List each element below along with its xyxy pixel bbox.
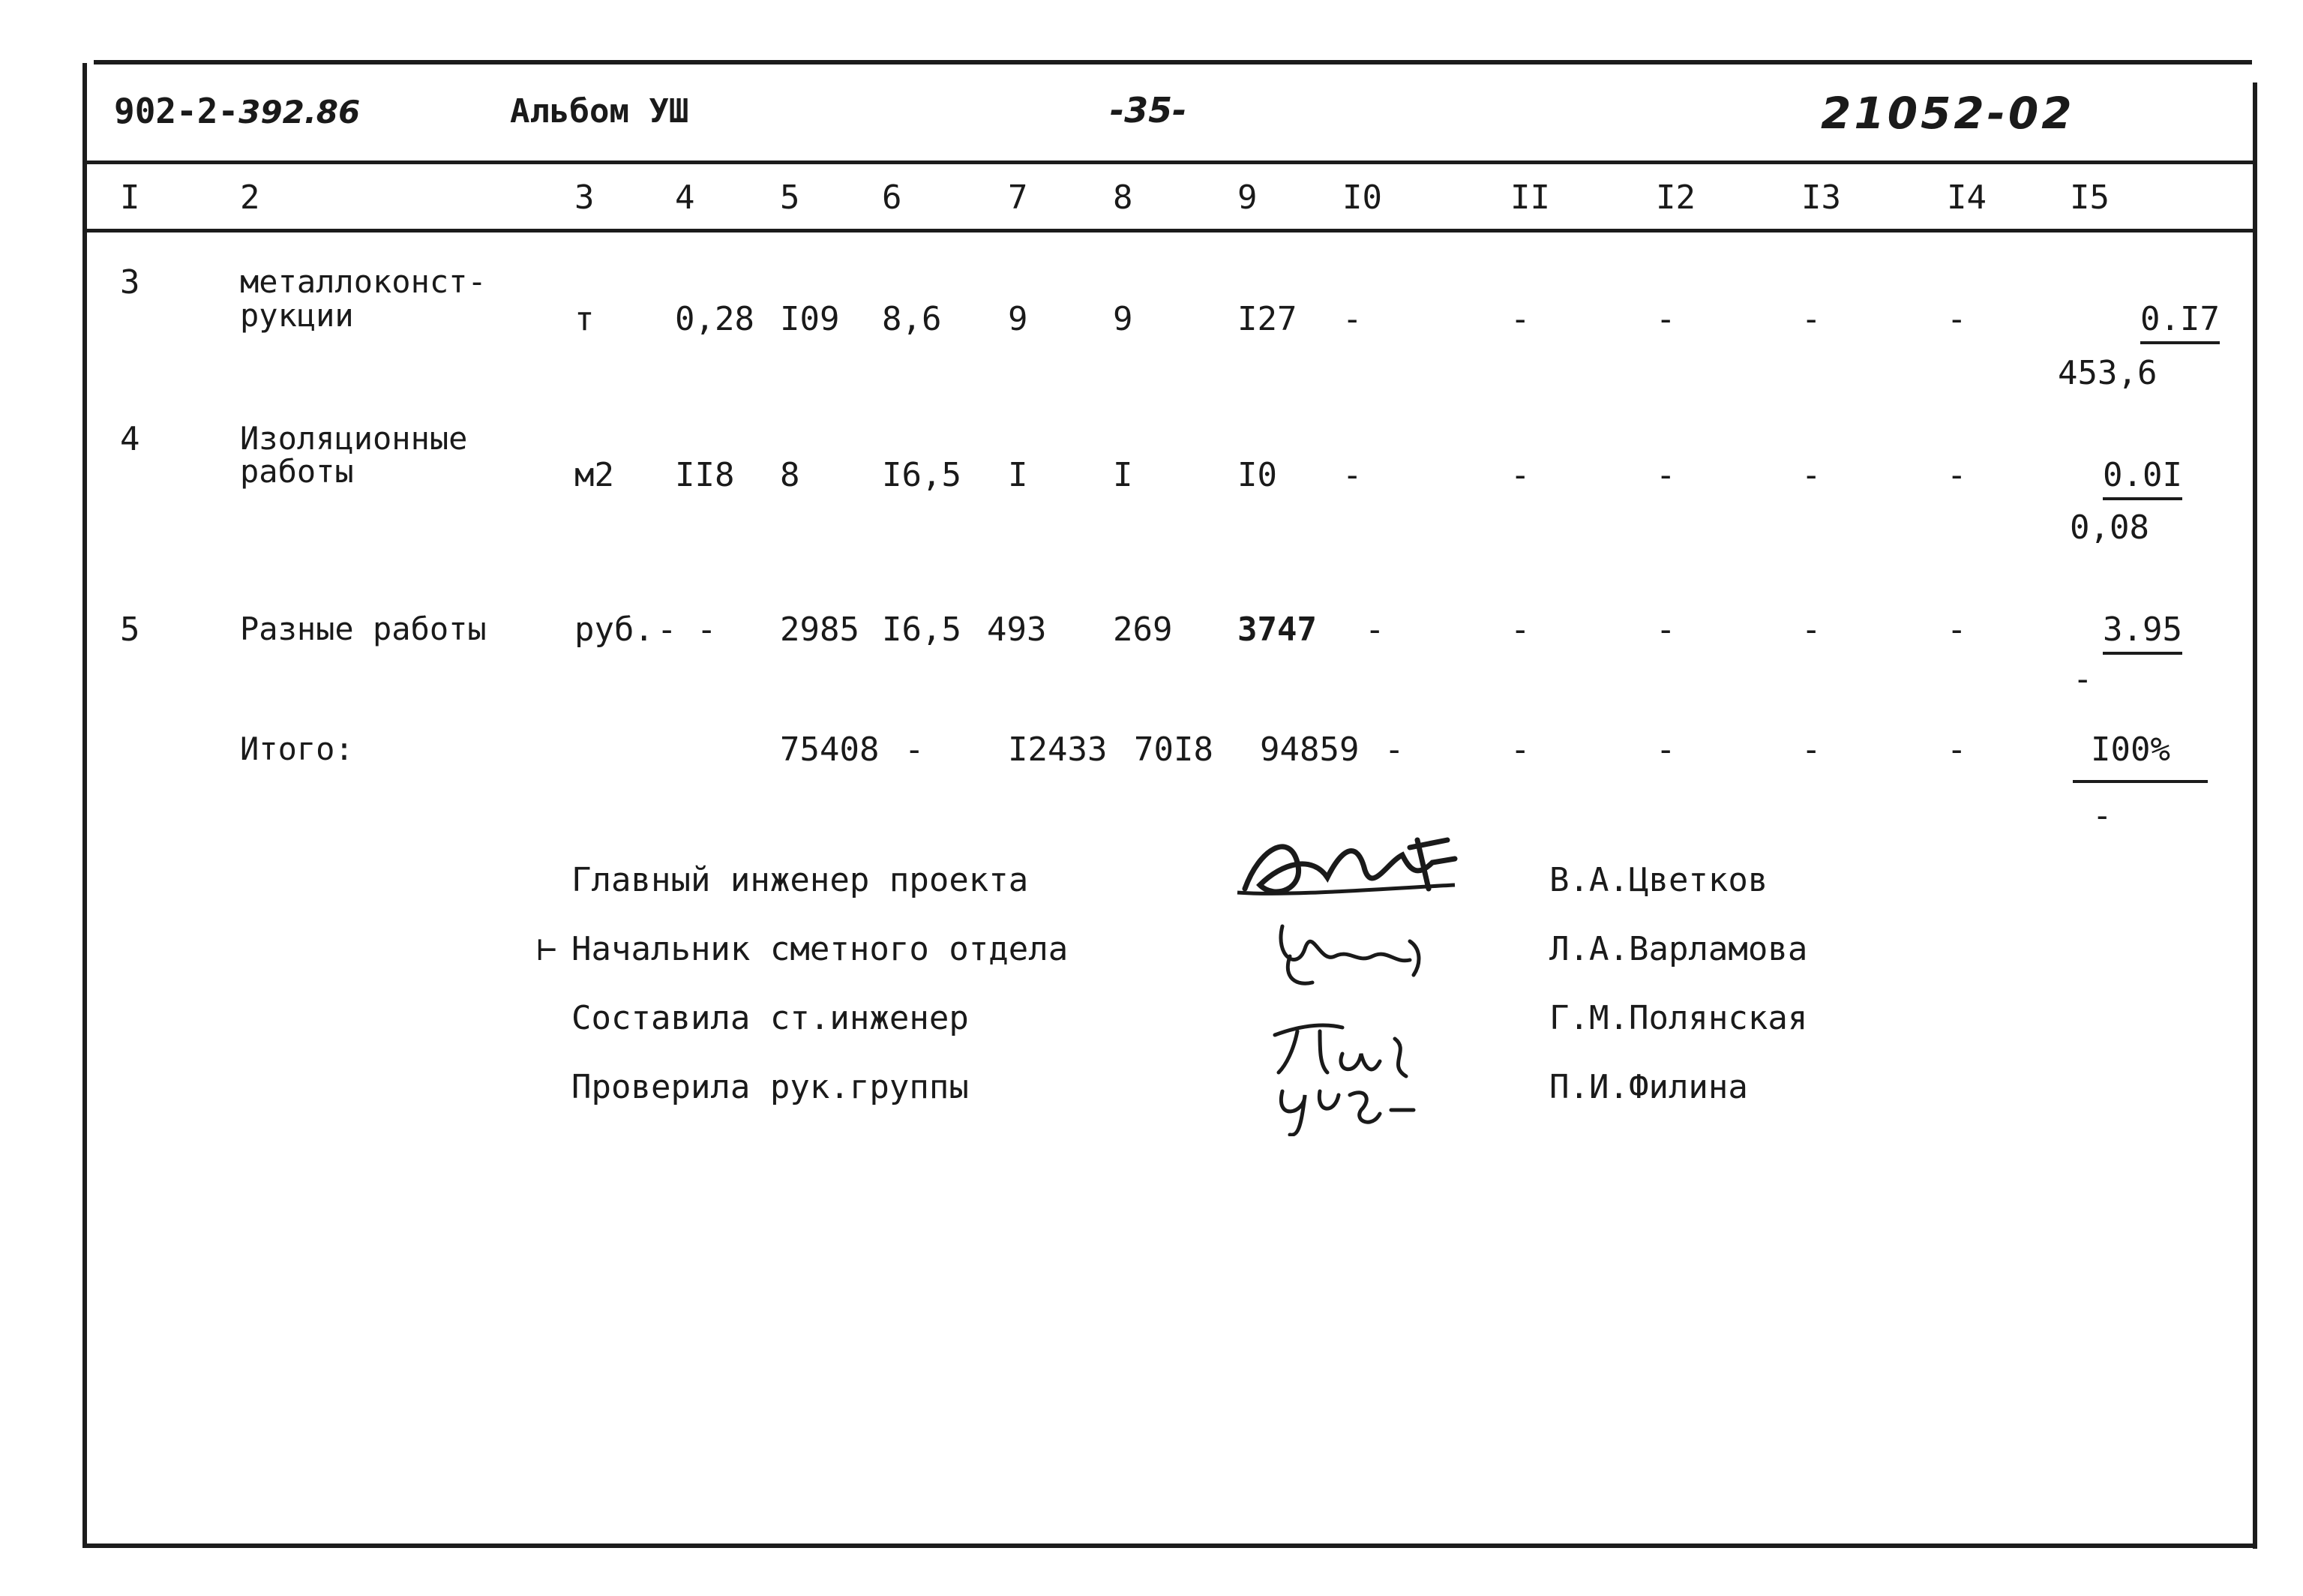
row-col4: II8 xyxy=(675,456,735,494)
col-header-6: 6 xyxy=(882,178,902,217)
signature-role: Начальник сметного отдела xyxy=(571,930,1069,968)
row-col15-top-cell xyxy=(2070,300,2220,338)
row-col13: - xyxy=(1801,300,1822,338)
total-col13: - xyxy=(1801,730,1822,769)
row-col15-top: 0.0I xyxy=(2103,456,2182,500)
col-header-5: 5 xyxy=(780,178,800,217)
row-col9: I27 xyxy=(1237,300,1297,338)
col-header-1: I xyxy=(120,178,140,217)
col-header-14: I4 xyxy=(1947,178,1987,217)
pointer-mark-icon: ⊢ xyxy=(537,930,557,968)
col-header-9: 9 xyxy=(1237,178,1258,217)
total-col8: 70I8 xyxy=(1134,730,1213,769)
total-col11: - xyxy=(1510,730,1531,769)
signature-scribble-2 xyxy=(1260,911,1440,994)
row-name-line1: Изоляционные xyxy=(240,420,468,457)
row-col8: 9 xyxy=(1113,300,1133,338)
row-name-line2: рукции xyxy=(240,297,354,334)
row-col15-bottom: 453,6 xyxy=(2058,354,2158,392)
project-code-printed: 902-2- xyxy=(114,91,239,131)
total-col5: 75408 xyxy=(780,730,880,769)
col-header-13: I3 xyxy=(1801,178,1841,217)
total-col6: - xyxy=(904,730,925,769)
row-col14: - xyxy=(1947,610,1967,649)
frame-top-border xyxy=(94,60,2252,64)
row-col10: - xyxy=(1342,300,1363,338)
col-header-15: I5 xyxy=(2070,178,2110,217)
row-col15-bottom: - xyxy=(2073,660,2093,698)
row-unit: т xyxy=(574,300,595,338)
signature-role: Главный инженер проекта xyxy=(571,861,1029,899)
row-unit: м2 xyxy=(574,456,614,494)
row-number: 4 xyxy=(120,420,140,458)
row-col11: - xyxy=(1510,300,1531,338)
col-header-7: 7 xyxy=(1008,178,1028,217)
row-col15-top: 3.95 xyxy=(2103,610,2182,655)
row-number: 5 xyxy=(120,610,140,649)
row-col15-top: 0.I7 xyxy=(2140,300,2220,344)
signature-scribble-3 xyxy=(1260,1009,1440,1136)
total-col10: - xyxy=(1384,730,1405,769)
total-col15-bottom: - xyxy=(2092,796,2113,835)
signature-role: Проверила рук.группы xyxy=(571,1068,969,1106)
row-col10: - xyxy=(1342,456,1363,494)
frame-right-border xyxy=(2253,82,2257,1549)
row-col15-bottom: 0,08 xyxy=(2070,508,2149,547)
col-header-2: 2 xyxy=(240,178,260,217)
total-col7: I2433 xyxy=(1008,730,1108,769)
row-col5: 2985 xyxy=(780,610,859,649)
total-col14: - xyxy=(1947,730,1967,769)
row-col9: I0 xyxy=(1237,456,1277,494)
row-number: 3 xyxy=(120,263,140,302)
album-label: Альбом УШ xyxy=(510,92,689,130)
row-col6: I6,5 xyxy=(882,610,961,649)
total-col9: 94859 xyxy=(1260,730,1360,769)
header-rule xyxy=(87,160,2253,164)
row-col11: - xyxy=(1510,610,1531,649)
row-col10: - xyxy=(1365,610,1385,649)
document-number: 21052-02 xyxy=(1821,88,2075,139)
row-name-line2: работы xyxy=(240,453,354,490)
row-col15-top-cell xyxy=(2070,610,2182,649)
row-col12: - xyxy=(1656,610,1676,649)
row-col11: - xyxy=(1510,456,1531,494)
row-unit: руб. xyxy=(574,610,654,649)
row-col12: - xyxy=(1656,300,1676,338)
col-header-10: I0 xyxy=(1342,178,1382,217)
total-underline xyxy=(2073,780,2208,783)
row-col12: - xyxy=(1656,456,1676,494)
signature-name: В.А.Цветков xyxy=(1549,861,1768,899)
row-name-line1: Разные работы xyxy=(240,610,487,647)
signature-name: Г.М.Полянская xyxy=(1549,999,1808,1037)
col-header-8: 8 xyxy=(1113,178,1133,217)
row-col8: 269 xyxy=(1113,610,1173,649)
row-col4: - - xyxy=(657,610,717,649)
row-name-line1: металлоконст- xyxy=(240,263,487,300)
col-header-12: I2 xyxy=(1656,178,1696,217)
total-label: Итого: xyxy=(240,730,354,767)
column-header-rule xyxy=(87,229,2253,232)
row-col5: I09 xyxy=(780,300,840,338)
row-col4: 0,28 xyxy=(675,300,754,338)
row-col14: - xyxy=(1947,300,1967,338)
signature-scribble-1 xyxy=(1230,818,1470,915)
row-col15-top-cell xyxy=(2070,456,2182,494)
row-col14: - xyxy=(1947,456,1967,494)
row-col13: - xyxy=(1801,456,1822,494)
project-code-handwritten: 392.86 xyxy=(238,94,361,130)
col-header-11: II xyxy=(1510,178,1550,217)
total-col15-top: I00% xyxy=(2091,730,2170,769)
row-col9: 3747 xyxy=(1237,610,1317,649)
col-header-4: 4 xyxy=(675,178,695,217)
row-col6: 8,6 xyxy=(882,300,942,338)
total-col12: - xyxy=(1656,730,1676,769)
project-code xyxy=(114,91,361,131)
row-col5: 8 xyxy=(780,456,800,494)
row-col6: I6,5 xyxy=(882,456,961,494)
row-col8: I xyxy=(1113,456,1133,494)
col-header-3: 3 xyxy=(574,178,595,217)
row-col7: 9 xyxy=(1008,300,1028,338)
frame-left-border xyxy=(82,63,87,1548)
row-col7: 493 xyxy=(987,610,1047,649)
signature-role: Составила ст.инженер xyxy=(571,999,969,1037)
signature-name: Л.А.Варламова xyxy=(1549,930,1808,968)
signature-name: П.И.Филина xyxy=(1549,1068,1748,1106)
row-col13: - xyxy=(1801,610,1822,649)
page-number: -35- xyxy=(1110,90,1187,130)
row-col7: I xyxy=(1008,456,1028,494)
frame-bottom-border xyxy=(82,1544,2257,1548)
